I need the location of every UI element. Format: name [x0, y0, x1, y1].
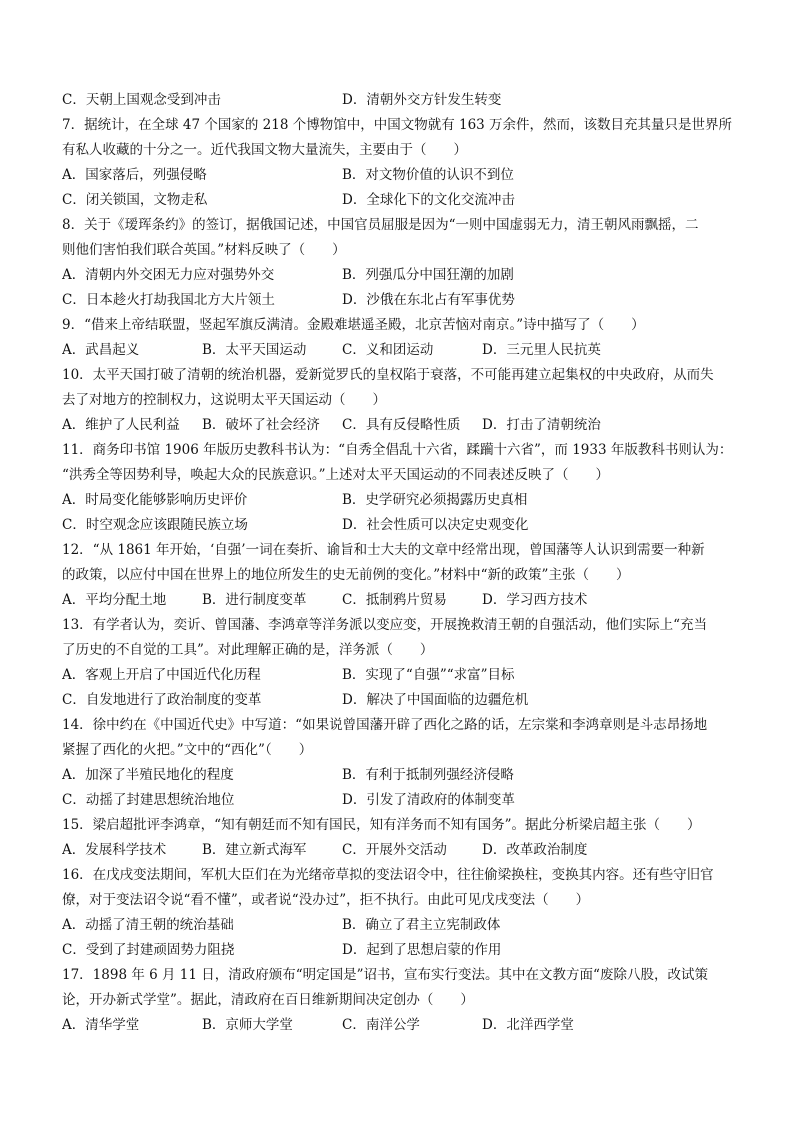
question-stem-line: 了历史的不自觉的工具”。对此理解正确的是，洋务派（ ）: [62, 642, 434, 658]
question-8: [62, 713, 734, 813]
option[interactable]: C．受到了封建顽固势力阻挠: [62, 942, 235, 958]
option[interactable]: D．清朝外交方针发生转变: [342, 92, 502, 108]
option[interactable]: B．实现了“自强”“求富”目标: [342, 667, 515, 683]
option-row: [62, 688, 734, 713]
option[interactable]: A．客观上开启了中国近代化历程: [62, 667, 261, 683]
option-row: [62, 763, 734, 788]
option-row: [62, 588, 734, 613]
question-9: [62, 813, 734, 863]
question-stem-line: 去了对地方的控制权力，这说明太平天国运动（ ）: [62, 392, 386, 408]
option[interactable]: D．学习西方技术: [482, 592, 588, 608]
option[interactable]: C．抵制鸦片贸易: [342, 592, 447, 608]
option[interactable]: D．解决了中国面临的边疆危机: [342, 692, 529, 708]
option[interactable]: B．有利于抵制列强经济侵略: [342, 767, 514, 783]
question-stem-line: 10．太平天国打破了清朝的统治机器，爱新觉罗氏的皇权陷于衰落，不可能再建立起集权的中央政府，从而失: [62, 367, 714, 383]
question-stem-line: 14．徐中约在《中国近代史》中写道：“如果说曾国藩开辟了西化之路的话，左宗棠和李鸿章则是斗志昂扬地: [62, 717, 708, 733]
question-stem-line: 16．在戊戌变法期间，军机大臣们在为光绪帝草拟的变法诏令中，往往偷梁换柱，变换其内容。还有些守旧官: [62, 867, 714, 883]
option[interactable]: D．改革政治制度: [482, 842, 588, 858]
option[interactable]: B．太平天国运动: [202, 342, 307, 358]
option[interactable]: B．破坏了社会经济: [202, 417, 320, 433]
option-row: [62, 288, 734, 313]
question-stem-line: “洪秀全等因势利导，唤起大众的民族意识。”上述对太平天国运动的不同表述反映了（ ）: [62, 467, 610, 483]
option[interactable]: C．义和团运动: [342, 342, 434, 358]
option[interactable]: B．史学研究必须揭露历史真相: [342, 492, 528, 508]
option-row: [62, 913, 734, 938]
question-stem-line: 7．据统计，在全球 47 个国家的 218 个博物馆中，中国文物就有 163 万余件，然而，该数目充其量只是世界所: [62, 117, 733, 133]
option-row: [62, 88, 734, 113]
question-11: [62, 963, 734, 1038]
option[interactable]: A．清朝内外交困无力应对强势外交: [62, 267, 275, 283]
question-stem-line: 9．“借来上帝结联盟，竖起军旗反满清。金殿难堪遥圣殿，北京苦恼对南京。”诗中描写了（ ）: [62, 317, 645, 333]
question-7: [62, 613, 734, 713]
option[interactable]: A．武昌起义: [62, 342, 140, 358]
option[interactable]: D．北洋西学堂: [482, 1017, 574, 1033]
question-6: [62, 538, 734, 613]
option-row: [62, 188, 734, 213]
question-stem-line: 12．“从 1861 年开始，‘自强’一词在奏折、谕旨和士大夫的文章中经常出现，曾国藩等人认识到需要一种新: [62, 542, 705, 558]
question-stem-line: 17．1898 年 6 月 11 日，清政府颁布“明定国是”诏书，宣布实行变法。其中在文教方面“废除八股，改试策: [62, 967, 708, 983]
option-row: [62, 788, 734, 813]
option[interactable]: A．发展科学技术: [62, 842, 167, 858]
option[interactable]: A．加深了半殖民地化的程度: [62, 767, 234, 783]
question-10: [62, 863, 734, 963]
option[interactable]: C．闭关锁国，文物走私: [62, 192, 208, 208]
option-row: [62, 163, 734, 188]
option[interactable]: A．清华学堂: [62, 1017, 140, 1033]
option-row: [62, 488, 734, 513]
option[interactable]: A．平均分配土地: [62, 592, 167, 608]
option[interactable]: B．建立新式海军: [202, 842, 307, 858]
option[interactable]: B．列强瓜分中国狂潮的加剧: [342, 267, 514, 283]
option-row: [62, 513, 734, 538]
option[interactable]: D．引发了清政府的体制变革: [342, 792, 515, 808]
option-row: [62, 1013, 734, 1038]
option[interactable]: A．维护了人民利益: [62, 417, 180, 433]
option[interactable]: B．确立了君主立宪制政体: [342, 917, 501, 933]
option[interactable]: D．起到了思想启蒙的作用: [342, 942, 502, 958]
option[interactable]: A．时局变化能够影响历史评价: [62, 492, 248, 508]
option[interactable]: A．动摇了清王朝的统治基础: [62, 917, 234, 933]
question-5: [62, 438, 734, 538]
question-1: [62, 113, 734, 213]
option-row: [62, 663, 734, 688]
option[interactable]: C．开展外交活动: [342, 842, 447, 858]
question-stem-line: 则他们害怕我们联合英国。”材料反映了（ ）: [62, 242, 346, 258]
question-4: [62, 363, 734, 438]
option[interactable]: C．时空观念应该跟随民族立场: [62, 517, 248, 533]
option-row: [62, 838, 734, 863]
option[interactable]: C．具有反侵略性质: [342, 417, 461, 433]
option-row: [62, 338, 734, 363]
question-stem-line: 有私人收藏的十分之一。近代我国文物大量流失，主要由于（ ）: [62, 142, 467, 158]
option[interactable]: D．三元里人民抗英: [482, 342, 601, 358]
question-3: [62, 313, 734, 363]
question-0: [62, 88, 734, 113]
question-stem-line: 论，开办新式学堂”。据此，清政府在百日维新期间决定创办（ ）: [62, 992, 474, 1008]
question-stem-line: 11．商务印书馆 1906 年版历史教科书认为：“自秀全倡乱十六省，蹂躏十六省”，而 1933 年版教科书则认为：: [62, 442, 733, 458]
option[interactable]: C．动摇了封建思想统治地位: [62, 792, 235, 808]
option-row: [62, 263, 734, 288]
option[interactable]: D．社会性质可以决定史观变化: [342, 517, 529, 533]
question-2: [62, 213, 734, 313]
option[interactable]: C．南洋公学: [342, 1017, 420, 1033]
option-row: [62, 413, 734, 438]
option[interactable]: B．京师大学堂: [202, 1017, 293, 1033]
option[interactable]: D．打击了清朝统治: [482, 417, 601, 433]
question-stem-line: 的政策，以应付中国在世界上的地位所发生的史无前例的变化。”材料中“新的政策”主张（ ）: [62, 567, 630, 583]
option[interactable]: D．全球化下的文化交流冲击: [342, 192, 515, 208]
option[interactable]: C．自发地进行了政治制度的变革: [62, 692, 262, 708]
option[interactable]: A．国家落后，列强侵略: [62, 167, 207, 183]
question-stem-line: 8．关于《瑷珲条约》的签订，据俄国记述，中国官员屈服是因为“一则中国虚弱无力，清王朝风雨飘摇，二: [62, 217, 699, 233]
option[interactable]: C．天朝上国观念受到冲击: [62, 92, 221, 108]
option[interactable]: C．日本趁火打劫我国北方大片领土: [62, 292, 275, 308]
question-stem-line: 僚，对于变法诏令说“看不懂”，或者说“没办过”，拒不执行。由此可见戊戌变法（ ）: [62, 892, 590, 908]
option[interactable]: D．沙俄在东北占有军事优势: [342, 292, 515, 308]
question-list: [62, 88, 734, 1038]
option[interactable]: B．进行制度变革: [202, 592, 307, 608]
question-stem-line: 13．有学者认为，奕䜣、曾国藩、李鸿章等洋务派以变应变，开展挽救清王朝的自强活动，他们实际上“充当: [62, 617, 708, 633]
option-row: [62, 938, 734, 963]
question-stem-line: 紧握了西化的火把。”文中的“西化”（ ）: [62, 742, 313, 758]
question-stem-line: 15．梁启超批评李鸿章，“知有朝廷而不知有国民，知有洋务而不知有国务”。据此分析梁启超主张（ ）: [62, 817, 701, 833]
option[interactable]: B．对文物价值的认识不到位: [342, 167, 514, 183]
